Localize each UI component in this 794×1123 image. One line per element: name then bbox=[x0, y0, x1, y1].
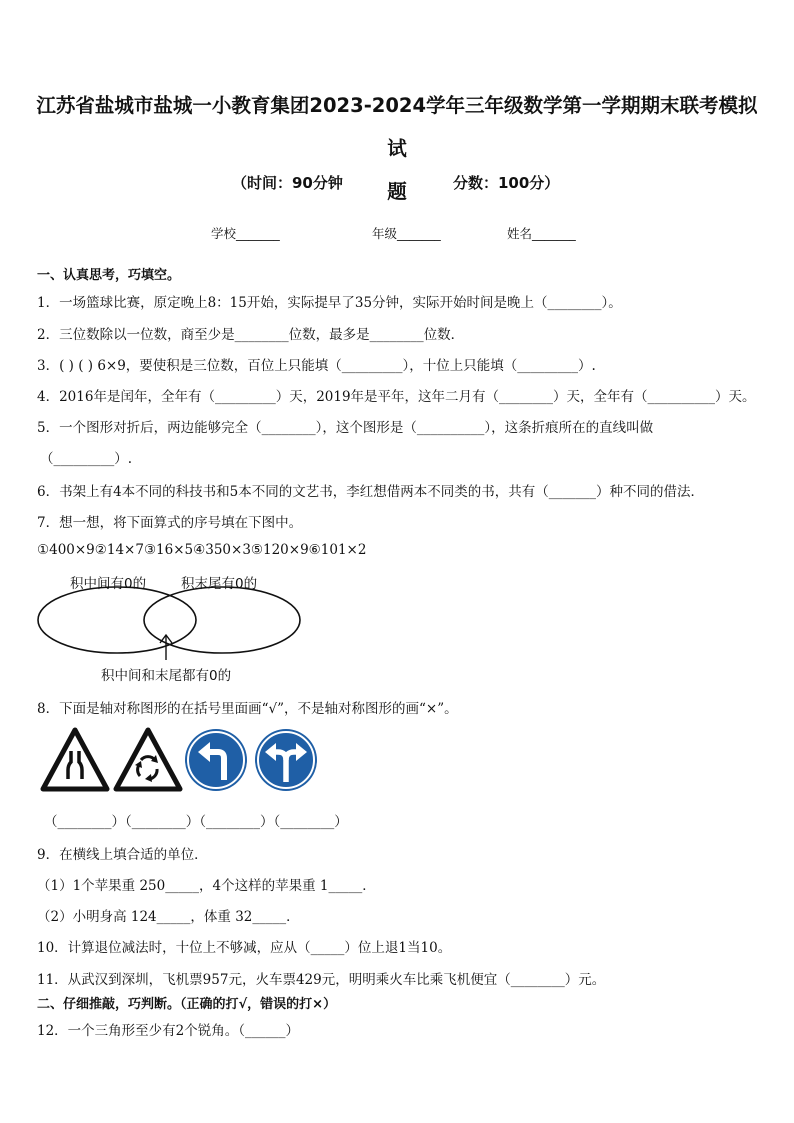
venn-left-ellipse bbox=[38, 587, 196, 653]
question-11: 11．从武汉到深圳，飞机票957元，火车票429元，明明乘火车比乘飞机便宜（________）元。 bbox=[37, 972, 606, 988]
title-line-2: 题 bbox=[387, 180, 407, 203]
section-2-heading: 二、仔细推敲，巧判断。（正确的打√，错误的打×） bbox=[37, 997, 337, 1012]
question-5-line-1: 5．一个图形对折后，两边能够完全（________），这个图形是（__________），这条折痕所在的直线叫做 bbox=[37, 420, 654, 436]
venn-right-ellipse bbox=[144, 587, 300, 653]
name-field[interactable]: 姓名_______ bbox=[507, 226, 576, 241]
question-3: 3．( ) ( ) 6×9，要使积是三位数，百位上只能填（_________），十位上只能填（_________）. bbox=[37, 358, 596, 374]
question-5-line-2: （_________）. bbox=[40, 451, 133, 467]
question-4: 4．2016年是闰年，全年有（_________）天，2019年是平年，这年二月有（________）天，全年有（__________）天。 bbox=[37, 389, 756, 405]
venn-left-label: 积中间有0的 bbox=[70, 576, 147, 592]
question-1: 1．一场篮球比赛，原定晚上8：15开始，实际提早了35分钟，实际开始时间是晚上（________）。 bbox=[37, 295, 622, 311]
question-6: 6．书架上有4本不同的科技书和5本不同的文艺书，李红想借两本不同类的书，共有（_______）种不同的借法． bbox=[37, 484, 705, 500]
question-7-items: ①400×9②14×7③16×5④350×3⑤120×9⑥101×2 bbox=[37, 542, 367, 558]
turn-left-sign-icon bbox=[184, 728, 248, 792]
question-9-part-1: （1）1个苹果重 250_____，4个这样的苹果重 1_____． bbox=[37, 878, 376, 894]
score-info: 分数：100分） bbox=[453, 174, 560, 192]
question-10: 10．计算退位减法时，十位上不够减，应从（_____）位上退1当10。 bbox=[37, 940, 452, 956]
section-1-heading: 一、认真思考，巧填空。 bbox=[37, 268, 181, 283]
school-field[interactable]: 学校_______ bbox=[211, 226, 280, 241]
left-or-right-turn-sign-icon bbox=[254, 728, 318, 792]
roundabout-warning-sign-icon bbox=[113, 727, 183, 793]
venn-diagram bbox=[30, 585, 310, 665]
venn-bottom-label: 积中间和末尾都有0的 bbox=[101, 668, 232, 684]
grade-field[interactable]: 年级_______ bbox=[372, 226, 441, 241]
question-2: 2．三位数除以一位数，商至少是________位数，最多是________位数． bbox=[37, 327, 465, 343]
venn-right-label: 积末尾有0的 bbox=[181, 576, 258, 592]
page-title bbox=[30, 84, 764, 213]
question-9-part-2: （2）小明身高 124_____，体重 32_____． bbox=[37, 909, 300, 925]
question-12: 12．一个三角形至少有2个锐角。（______） bbox=[37, 1023, 300, 1039]
question-8-answer-blanks[interactable]: （________）（________）（________）（________） bbox=[44, 814, 348, 830]
narrow-road-warning-sign-icon bbox=[40, 727, 110, 793]
question-8: 8．下面是轴对称图形的在括号里面画“√”，不是轴对称图形的画“×”。 bbox=[37, 701, 458, 717]
question-9: 9．在横线上填合适的单位． bbox=[37, 847, 208, 863]
question-7: 7．想一想，将下面算式的序号填在下图中。 bbox=[37, 515, 303, 531]
time-info: （时间：90分钟 bbox=[232, 174, 343, 192]
title-line-1: 江苏省盐城市盐城一小教育集团2023-2024学年三年级数学第一学期期末联考模拟试 bbox=[36, 94, 758, 160]
